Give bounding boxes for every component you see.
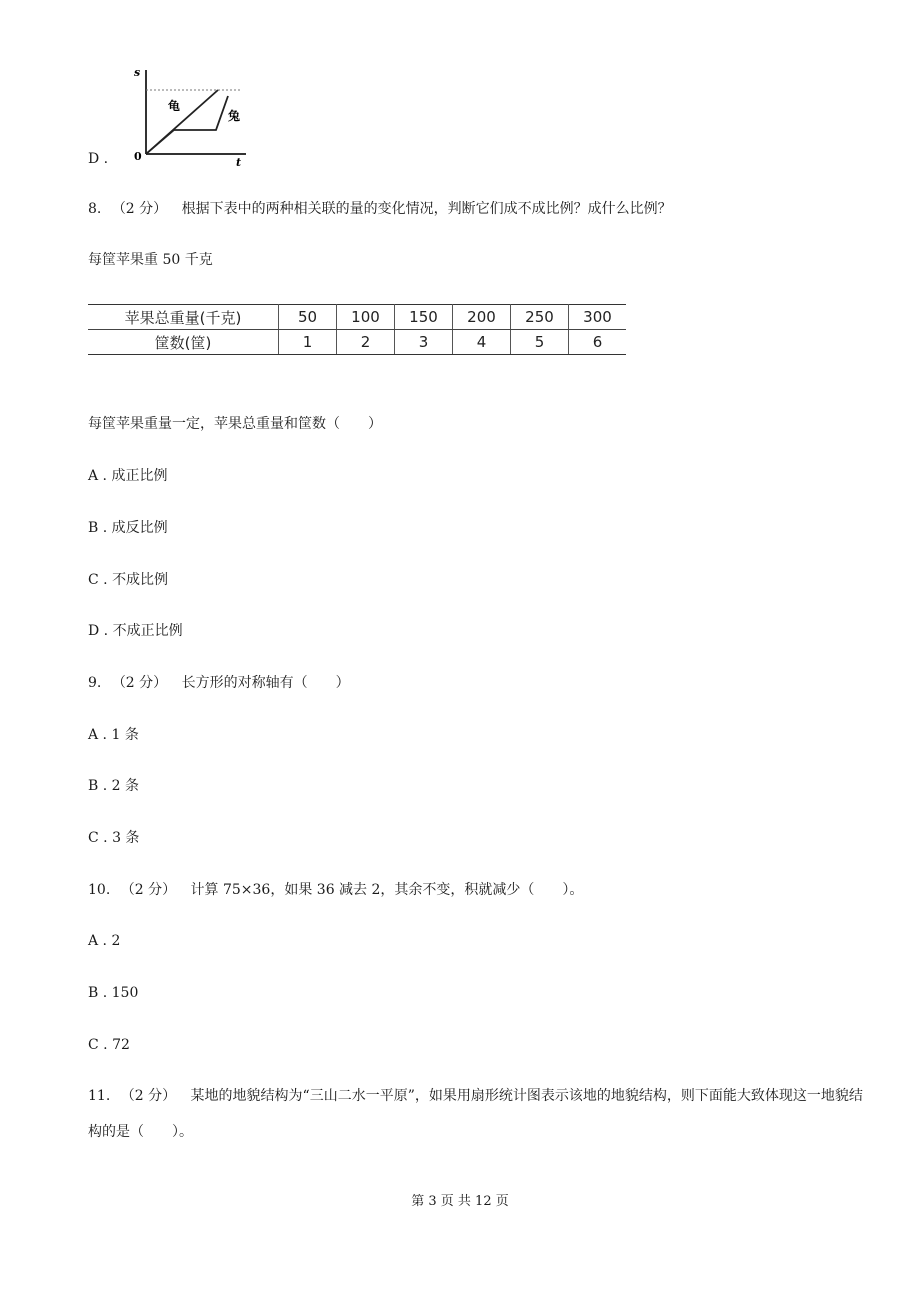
option-a[interactable]: A . 2 — [88, 933, 121, 949]
table-cell: 200 — [453, 305, 511, 330]
table-cell: 50 — [279, 305, 337, 330]
question-score: （2 分） — [111, 201, 168, 217]
table-row — [88, 305, 626, 330]
table-cell: 5 — [511, 330, 569, 355]
option-b[interactable]: B . 150 — [88, 985, 139, 1001]
option-a[interactable]: A . 1 条 — [88, 727, 139, 743]
x-axis-label: t — [236, 156, 242, 166]
table-cell: 150 — [395, 305, 453, 330]
page-footer: 第 3 页 共 12 页 — [411, 1194, 509, 1209]
option-b[interactable]: B . 成反比例 — [88, 520, 168, 536]
option-b[interactable]: B . 2 条 — [88, 778, 139, 794]
option-d[interactable]: D . 不成正比例 — [88, 623, 183, 639]
question-note: 每筐苹果重 50 千克 — [88, 252, 213, 268]
table-row-header: 苹果总重量(千克) — [88, 305, 279, 330]
option-c[interactable]: C . 3 条 — [88, 830, 140, 846]
question-prompt: 每筐苹果重量一定，苹果总重量和筐数（ ） — [88, 416, 382, 432]
tortoise-rabbit-graph — [112, 62, 252, 166]
question-number: 8. — [88, 201, 102, 217]
apple-weight-table — [88, 304, 626, 355]
question-text: 长方形的对称轴有（ ） — [181, 675, 350, 691]
rabbit-label: 兔 — [228, 109, 241, 123]
table-cell: 2 — [337, 330, 395, 355]
question-score: （2 分） — [111, 675, 168, 691]
table-row — [88, 330, 626, 355]
question-11 — [88, 1078, 868, 1150]
question-score: （2 分） — [120, 1088, 177, 1104]
question-text: 根据下表中的两种相关联的量的变化情况，判断它们成不成比例？成什么比例？ — [181, 201, 672, 217]
question-number: 11. — [88, 1088, 111, 1104]
table-cell: 1 — [279, 330, 337, 355]
option-c[interactable]: C . 不成比例 — [88, 572, 169, 588]
y-axis-label: s — [134, 66, 141, 79]
question-8 — [88, 199, 672, 219]
table-cell: 300 — [569, 305, 627, 330]
table-cell: 100 — [337, 305, 395, 330]
table-cell: 6 — [569, 330, 627, 355]
question-text: 某地的地貌结构为“三山二水一平原”，如果用扇形统计图表示该地的地貌结构，则下面能大致体现这一地貌结构的是（ ）。 — [88, 1088, 863, 1140]
question-score: （2 分） — [120, 882, 177, 898]
origin-label: 0 — [134, 150, 142, 163]
option-a[interactable]: A . 成正比例 — [88, 468, 168, 484]
q7-option-d-label[interactable]: D . — [88, 151, 109, 167]
tortoise-label: 龟 — [168, 99, 181, 113]
option-c[interactable]: C . 72 — [88, 1037, 130, 1053]
table-row-header: 筐数(筐) — [88, 330, 279, 355]
table-cell: 250 — [511, 305, 569, 330]
question-9 — [88, 673, 350, 693]
table-cell: 4 — [453, 330, 511, 355]
rabbit-line — [146, 96, 228, 154]
question-number: 9. — [88, 675, 102, 691]
table-cell: 3 — [395, 330, 453, 355]
question-number: 10. — [88, 882, 111, 898]
question-10 — [88, 880, 583, 900]
question-text: 计算 75×36，如果 36 减去 2，其余不变，积就减少（ ）。 — [190, 882, 584, 898]
